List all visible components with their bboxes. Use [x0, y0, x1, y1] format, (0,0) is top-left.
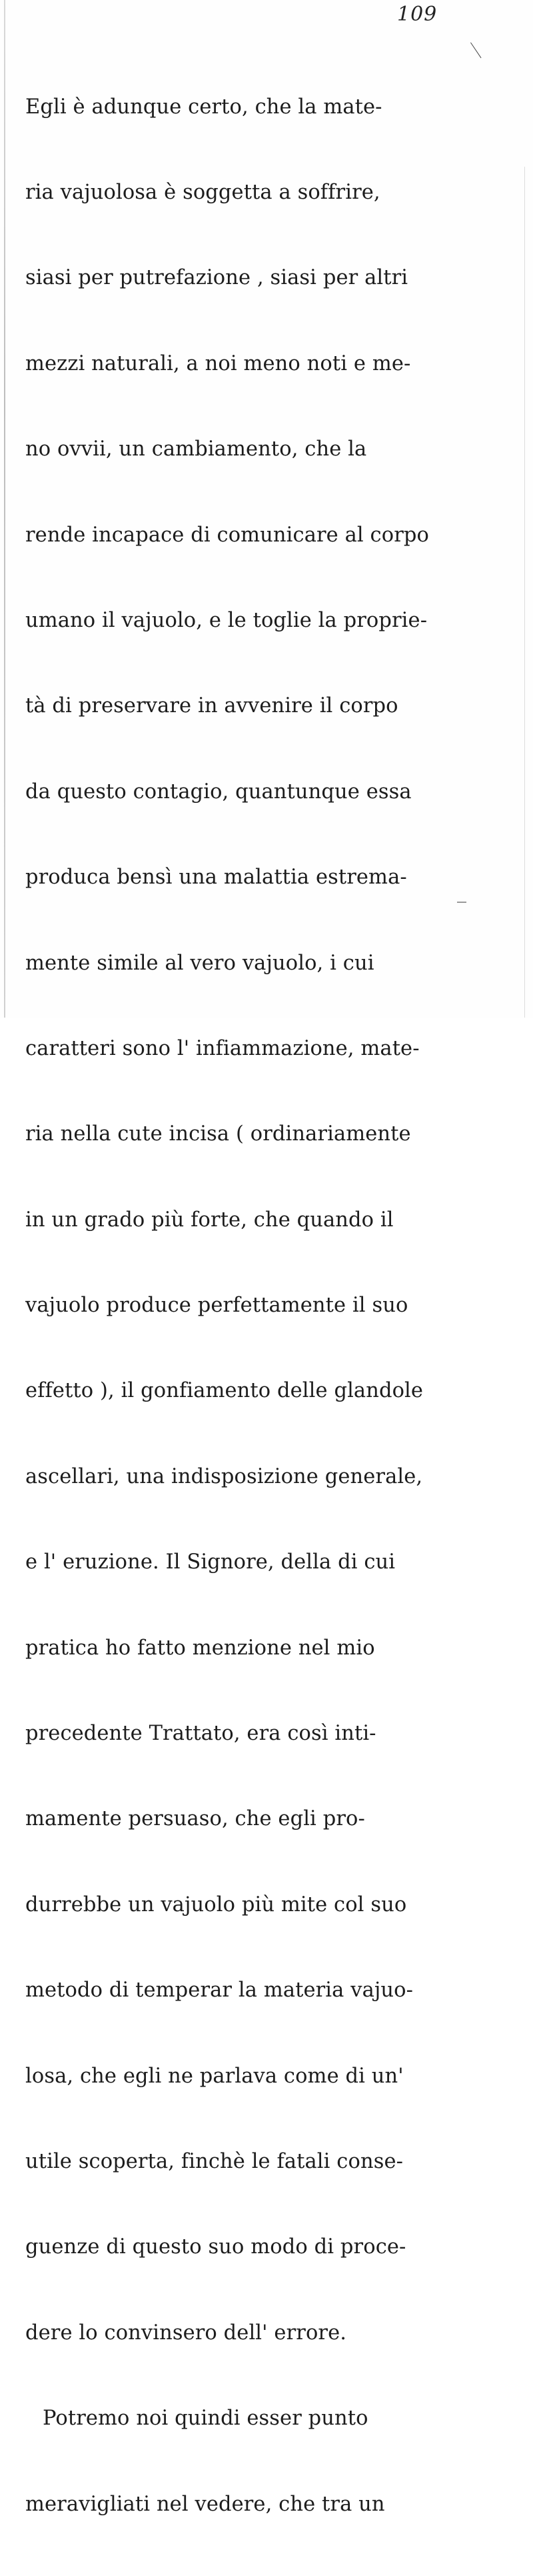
text-line: losa, che egli ne parlava come di un' [25, 2064, 404, 2088]
text-line: mamente persuaso, che egli pro- [25, 1807, 365, 1831]
text-line: guenze di questo suo modo di proce- [25, 2235, 406, 2259]
text-line: ria nella cute incisa ( ordinariamente [25, 1122, 411, 1146]
text-line: utile scoperta, finchè le fatali conse- [25, 2149, 404, 2173]
text-line: e l' eruzione. Il Signore, della di cui [25, 1550, 396, 1574]
page-right-edge [524, 167, 525, 1018]
text-line: effetto ), il gonfiamento delle glandole [25, 1379, 424, 1403]
text-line: mente simile al vero vajuolo, i cui [25, 951, 374, 975]
page-number: 109 [397, 3, 438, 26]
text-line: caratteri sono l' infiammazione, mate- [25, 1036, 420, 1060]
text-line: pratica ho fatto menzione nel mio [25, 1636, 375, 1660]
margin-dash [457, 902, 466, 903]
body-text [25, 36, 512, 2576]
text-line: vajuolo produce perfettamente il suo [25, 1294, 408, 1318]
text-line: tà di preservare in avvenire il corpo [25, 694, 398, 718]
text-line: ria vajuolosa è soggetta a soffrire, [25, 180, 380, 204]
text-line: da questo contagio, quantunque essa [25, 780, 412, 804]
text-line: dere lo convinsero dell' errore. [25, 2321, 347, 2345]
text-line: Egli è adunque certo, che la mate- [25, 95, 382, 119]
text-line: metodo di temperar la materia vajuo- [25, 1979, 414, 2003]
text-line: precedente Trattato, era così inti- [25, 1722, 376, 1746]
text-line: Potremo noi quindi esser punto [43, 2407, 368, 2431]
text-line: umano il vajuolo, e le toglie la proprie- [25, 608, 428, 632]
text-line: in un grado più forte, che quando il [25, 1208, 394, 1232]
text-line: siasi per putrefazione , siasi per altri [25, 266, 408, 290]
text-line: meravigliati nel vedere, che tra un [25, 2492, 385, 2516]
text-line: mezzi naturali, a noi meno noti e me- [25, 351, 411, 375]
text-line: no ovvii, un cambiamento, che la [25, 437, 367, 461]
text-line: ascellari, una indisposizione generale, [25, 1464, 423, 1488]
text-line: rende incapace di comunicare al corpo [25, 523, 429, 547]
text-line: durrebbe un vajuolo più mite col suo [25, 1892, 407, 1916]
page-gutter-edge [4, 0, 5, 1018]
text-line: produca bensì una malattia estrema- [25, 866, 407, 890]
